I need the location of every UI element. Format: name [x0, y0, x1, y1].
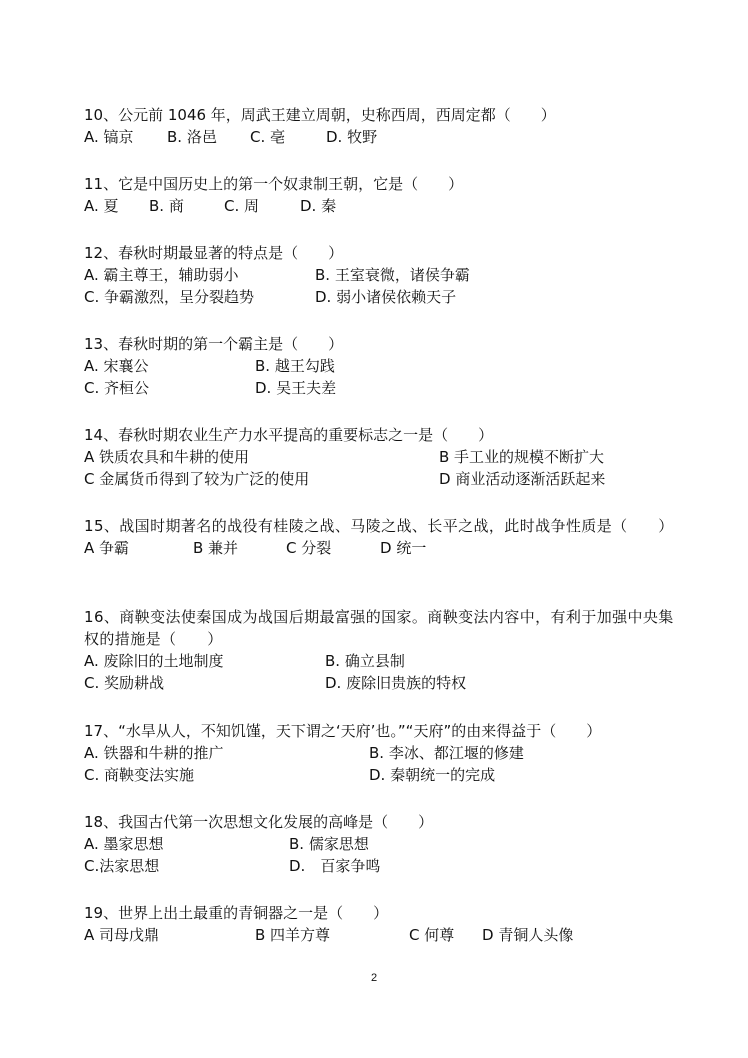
- option-a: A. 墨家思想: [84, 835, 164, 853]
- option-a: A 争霸: [84, 539, 130, 557]
- option-a: A. 霸主尊王，辅助弱小: [84, 266, 239, 284]
- option-b: B. 王室衰微，诸侯争霸: [315, 266, 470, 284]
- option-row: [84, 377, 684, 399]
- option-b: B. 洛邑: [167, 128, 217, 146]
- option-row: [84, 855, 684, 877]
- option-d: D 商业活动逐渐活跃起来: [439, 470, 606, 488]
- option-row: [84, 672, 684, 694]
- option-row: [84, 650, 684, 672]
- option-c: C 分裂: [286, 539, 332, 557]
- option-c: C. 周: [224, 197, 260, 215]
- option-row: [84, 195, 684, 217]
- option-d: D. 百家争鸣: [289, 857, 381, 875]
- option-b: B. 商: [149, 197, 184, 215]
- option-d: D 青铜人头像: [482, 926, 574, 944]
- question-12: [84, 242, 684, 308]
- option-a: A 司母戊鼎: [84, 926, 160, 944]
- question-stem: 14、春秋时期农业生产力水平提高的重要标志之一是（ ）: [84, 426, 494, 444]
- option-row: [84, 742, 684, 764]
- question-19: [84, 902, 684, 946]
- question-stem: 10、公元前 1046 年，周武王建立周朝，史称西周，西周定都（ ）: [84, 106, 556, 124]
- option-row: [84, 126, 684, 148]
- option-row: [84, 446, 684, 468]
- option-c: C.法家思想: [84, 857, 160, 875]
- option-d: D. 废除旧贵族的特权: [325, 674, 467, 692]
- question-stem: 15、战国时期著名的战役有桂陵之战、马陵之战、长平之战，此时战争性质是（ ）: [84, 517, 674, 535]
- option-row: [84, 924, 684, 946]
- option-c: C 金属货币得到了较为广泛的使用: [84, 470, 310, 488]
- question-stem: 12、春秋时期最显著的特点是（ ）: [84, 244, 344, 262]
- option-c: C. 争霸激烈，呈分裂趋势: [84, 288, 255, 306]
- question-18: [84, 811, 684, 877]
- option-b: B 四羊方尊: [255, 926, 331, 944]
- question-stem: 18、我国古代第一次思想文化发展的高峰是（ ）: [84, 813, 434, 831]
- option-c: C 何尊: [409, 926, 455, 944]
- option-row: [84, 286, 684, 308]
- option-row: [84, 833, 684, 855]
- option-a: A 铁质农具和牛耕的使用: [84, 448, 250, 466]
- question-stem: 17、“水旱从人，不知饥馑，天下谓之‘天府’也。”“天府”的由来得益于（ ）: [84, 722, 602, 740]
- option-row: [84, 468, 684, 490]
- option-row: [84, 537, 684, 559]
- option-c: C. 齐桓公: [84, 379, 150, 397]
- option-a: A. 宋襄公: [84, 357, 149, 375]
- option-b: B. 儒家思想: [289, 835, 369, 853]
- option-d: D. 弱小诸侯依赖天子: [315, 288, 457, 306]
- question-17: [84, 720, 684, 786]
- option-c: C. 奖励耕战: [84, 674, 165, 692]
- option-row: [84, 764, 684, 786]
- option-row: [84, 355, 684, 377]
- option-a: A. 镐京: [84, 128, 134, 146]
- question-13: [84, 333, 684, 399]
- option-d: D. 吴王夫差: [255, 379, 337, 397]
- option-b: B. 李冰、都江堰的修建: [369, 744, 524, 762]
- option-b: B 兼并: [193, 539, 239, 557]
- question-stem: 13、春秋时期的第一个霸主是（ ）: [84, 335, 344, 353]
- option-d: D 统一: [380, 539, 427, 557]
- question-10: [84, 104, 684, 148]
- option-d: D. 秦: [300, 197, 337, 215]
- question-14: [84, 424, 684, 490]
- question-stem: 19、世界上出土最重的青铜器之一是（ ）: [84, 904, 389, 922]
- question-16: [84, 606, 684, 694]
- option-a: A. 夏: [84, 197, 119, 215]
- option-b: B 手工业的规模不断扩大: [439, 448, 605, 466]
- question-stem: 11、它是中国历史上的第一个奴隶制王朝，它是（ ）: [84, 175, 464, 193]
- question-stem: 16、商鞅变法使秦国成为战国后期最富强的国家。商鞅变法内容中，有利于加强中央集权的措施是（ ）: [84, 608, 674, 648]
- option-b: B. 确立县制: [325, 652, 405, 670]
- option-row: [84, 264, 684, 286]
- question-11: [84, 173, 684, 217]
- option-d: D. 牧野: [326, 128, 378, 146]
- option-d: D. 秦朝统一的完成: [369, 766, 496, 784]
- option-c: C. 商鞅变法实施: [84, 766, 195, 784]
- option-c: C. 亳: [250, 128, 286, 146]
- page-number: 2: [370, 972, 378, 984]
- option-a: A. 废除旧的土地制度: [84, 652, 224, 670]
- option-a: A. 铁器和牛耕的推广: [84, 744, 224, 762]
- option-b: B. 越王勾践: [255, 357, 335, 375]
- question-15: [84, 515, 684, 559]
